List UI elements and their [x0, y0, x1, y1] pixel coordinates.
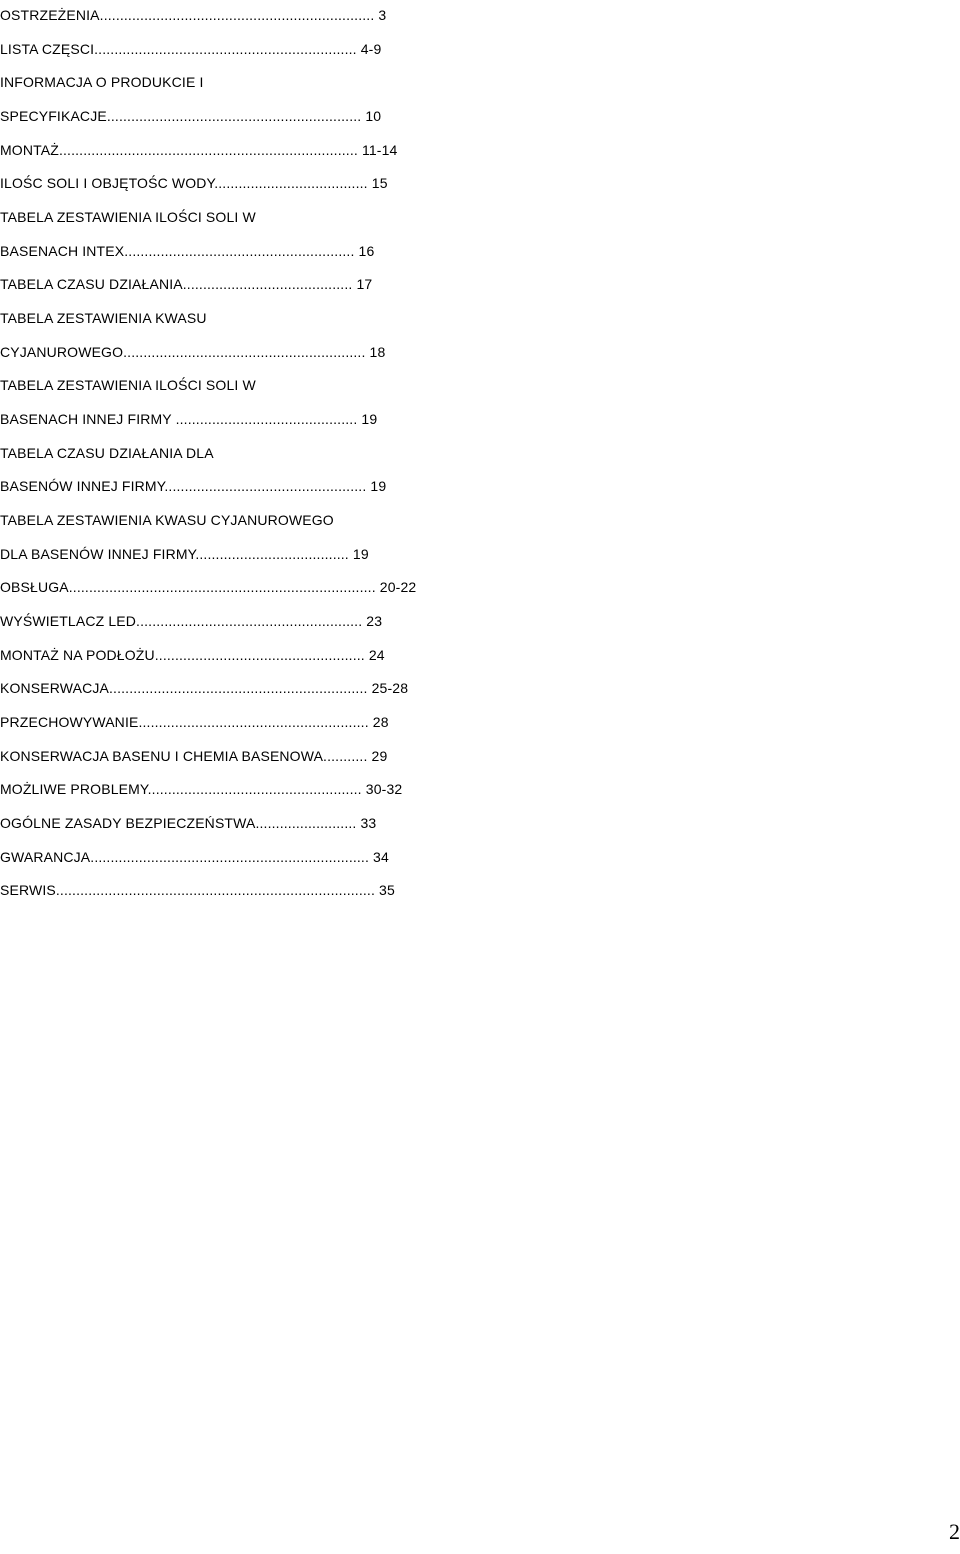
toc-entry-obsluga: OBSŁUGA............................................................................ 20-22	[0, 579, 417, 595]
toc-entry-tabela-soli-inne-l2: BASENACH INNEJ FIRMY ............................................. 19	[0, 411, 378, 427]
toc-entry-tabela-soli-intex-l1: TABELA ZESTAWIENIA ILOŚCI SOLI W	[0, 209, 256, 225]
toc-entry-gwarancja: GWARANCJA..................................................................... 34	[0, 849, 389, 865]
toc-entry-przechowywanie: PRZECHOWYWANIE......................................................... 28	[0, 714, 389, 730]
toc-entry-tabela-kwasu-l2: CYJANUROWEGO............................................................ 18	[0, 344, 386, 360]
toc-entry-tabela-czasu: TABELA CZASU DZIAŁANIA.......................................... 17	[0, 276, 373, 292]
toc-entry-tabela-soli-inne-l1: TABELA ZESTAWIENIA ILOŚCI SOLI W	[0, 377, 256, 393]
toc-entry-informacja-line1: INFORMACJA O PRODUKCIE I	[0, 74, 204, 90]
toc-entry-tabela-soli-intex-l2: BASENACH INTEX......................................................... 16	[0, 243, 375, 259]
toc-entry-konserwacja-basenu: KONSERWACJA BASENU I CHEMIA BASENOWA........... 29	[0, 748, 388, 764]
toc-entry-ilosc-soli: ILOŚC SOLI I OBJĘTOŚC WODY...................................... 15	[0, 175, 388, 191]
toc-entry-ostrzezenia: OSTRZEŻENIA.................................................................... 3	[0, 7, 387, 23]
toc-entry-montaz-na-podlozu: MONTAŻ NA PODŁOŻU.................................................... 24	[0, 647, 385, 663]
toc-entry-tabela-kwasu-l1: TABELA ZESTAWIENIA KWASU	[0, 310, 207, 326]
toc-entry-lista-czesci: LISTA CZĘSCI................................................................. 4-9	[0, 41, 382, 57]
toc-entry-montaz: MONTAŻ.......................................................................... 11-14	[0, 142, 398, 158]
toc-entry-ogolne-zasady: OGÓLNE ZASADY BEZPIECZEŃSTWA......................... 33	[0, 815, 377, 831]
toc-entry-tabela-czasu-inne-l2: BASENÓW INNEJ FIRMY.................................................. 19	[0, 478, 387, 494]
toc-entry-konserwacja: KONSERWACJA................................................................ 25-28	[0, 680, 409, 696]
toc-entry-tabela-czasu-inne-l1: TABELA CZASU DZIAŁANIA DLA	[0, 445, 214, 461]
toc-entry-wyswietlacz-led: WYŚWIETLACZ LED........................................................ 23	[0, 613, 383, 629]
toc-entry-tabela-kwasu-inne-l2: DLA BASENÓW INNEJ FIRMY...................................... 19	[0, 546, 369, 562]
toc-entry-serwis: SERWIS............................................................................... 35	[0, 882, 395, 898]
toc-entry-mozliwe-problemy: MOŻLIWE PROBLEMY..................................................... 30-32	[0, 781, 403, 797]
page-number: 2	[949, 1519, 960, 1544]
toc-entry-tabela-kwasu-inne-l1: TABELA ZESTAWIENIA KWASU CYJANUROWEGO	[0, 512, 334, 528]
toc-entry-informacja-line2: SPECYFIKACJE............................................................... 10	[0, 108, 382, 124]
